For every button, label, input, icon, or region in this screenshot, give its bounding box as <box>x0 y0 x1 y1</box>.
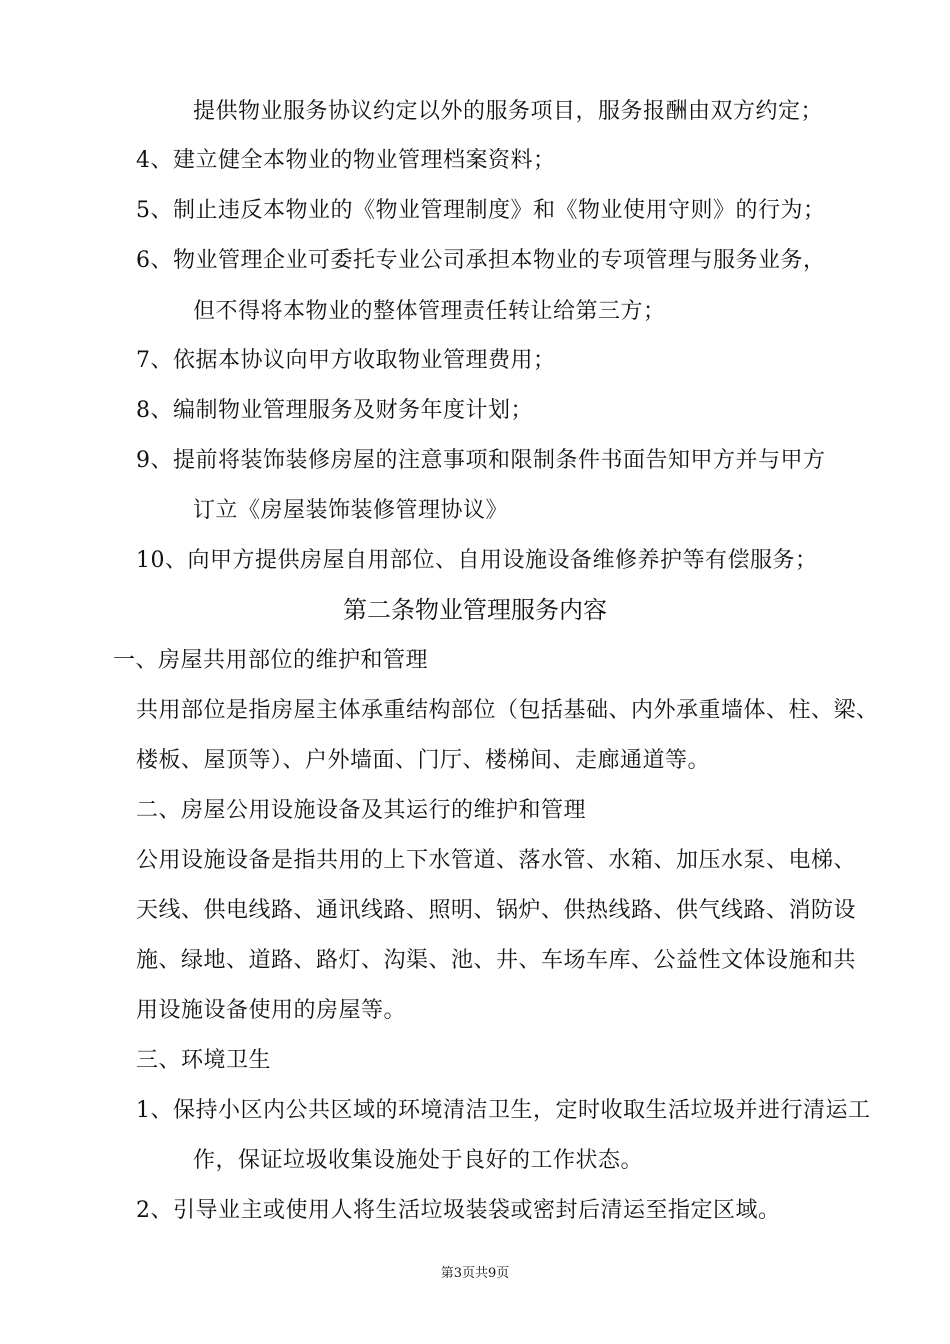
list-item-8: 8、编制物业管理服务及财务年度计划； <box>136 398 533 423</box>
section-heading: 第二条物业管理服务内容 <box>343 596 607 624</box>
text-line: 共用部位是指房屋主体承重结构部位（包括基础、内外承重墙体、柱、梁、 <box>136 698 879 723</box>
list-item-4: 4、建立健全本物业的物业管理档案资料； <box>136 148 556 173</box>
text-line: 但不得将本物业的整体管理责任转让给第三方； <box>193 299 666 324</box>
page-number: 第3页共9页 <box>440 1266 510 1281</box>
list-item-5: 5、制止违反本物业的《物业管理制度》和《物业使用守则》的行为； <box>136 198 826 223</box>
text-line: 楼板、屋顶等）、户外墙面、门厅、楼梯间、走廊通道等。 <box>136 748 711 773</box>
text-line: 作，保证垃圾收集设施处于良好的工作状态。 <box>193 1148 644 1173</box>
list-item-6: 6、物业管理企业可委托专业公司承担本物业的专项管理与服务业务， <box>136 248 826 273</box>
list-item-2: 2、引导业主或使用人将生活垃圾装袋或密封后清运至指定区域。 <box>136 1198 781 1223</box>
section-title-1: 一、房屋共用部位的维护和管理 <box>113 648 429 673</box>
section-title-2: 二、房屋公用设施设备及其运行的维护和管理 <box>136 798 587 823</box>
text-line: 公用设施设备是指共用的上下水管道、落水管、水箱、加压水泵、电梯、 <box>136 848 857 873</box>
text-line: 天线、供电线路、通讯线路、照明、锅炉、供热线路、供气线路、消防设 <box>136 898 857 923</box>
list-item-10: 10、向甲方提供房屋自用部位、自用设施设备维修养护等有偿服务； <box>136 548 818 573</box>
list-item-7: 7、依据本协议向甲方收取物业管理费用； <box>136 348 556 373</box>
text-line: 施、绿地、道路、路灯、沟渠、池、井、车场车库、公益性文体设施和共 <box>136 948 857 973</box>
list-item-9: 9、提前将装饰装修房屋的注意事项和限制条件书面告知甲方并与甲方 <box>136 448 826 473</box>
text-line: 用设施设备使用的房屋等。 <box>136 998 407 1023</box>
section-title-3: 三、环境卫生 <box>136 1048 272 1073</box>
text-line: 订立《房屋装饰装修管理协议》 <box>193 498 509 523</box>
list-item-1: 1、保持小区内公共区域的环境清洁卫生，定时收取生活垃圾并进行清运工 <box>136 1098 871 1123</box>
text-line: 提供物业服务协议约定以外的服务项目，服务报酬由双方约定； <box>193 99 824 124</box>
